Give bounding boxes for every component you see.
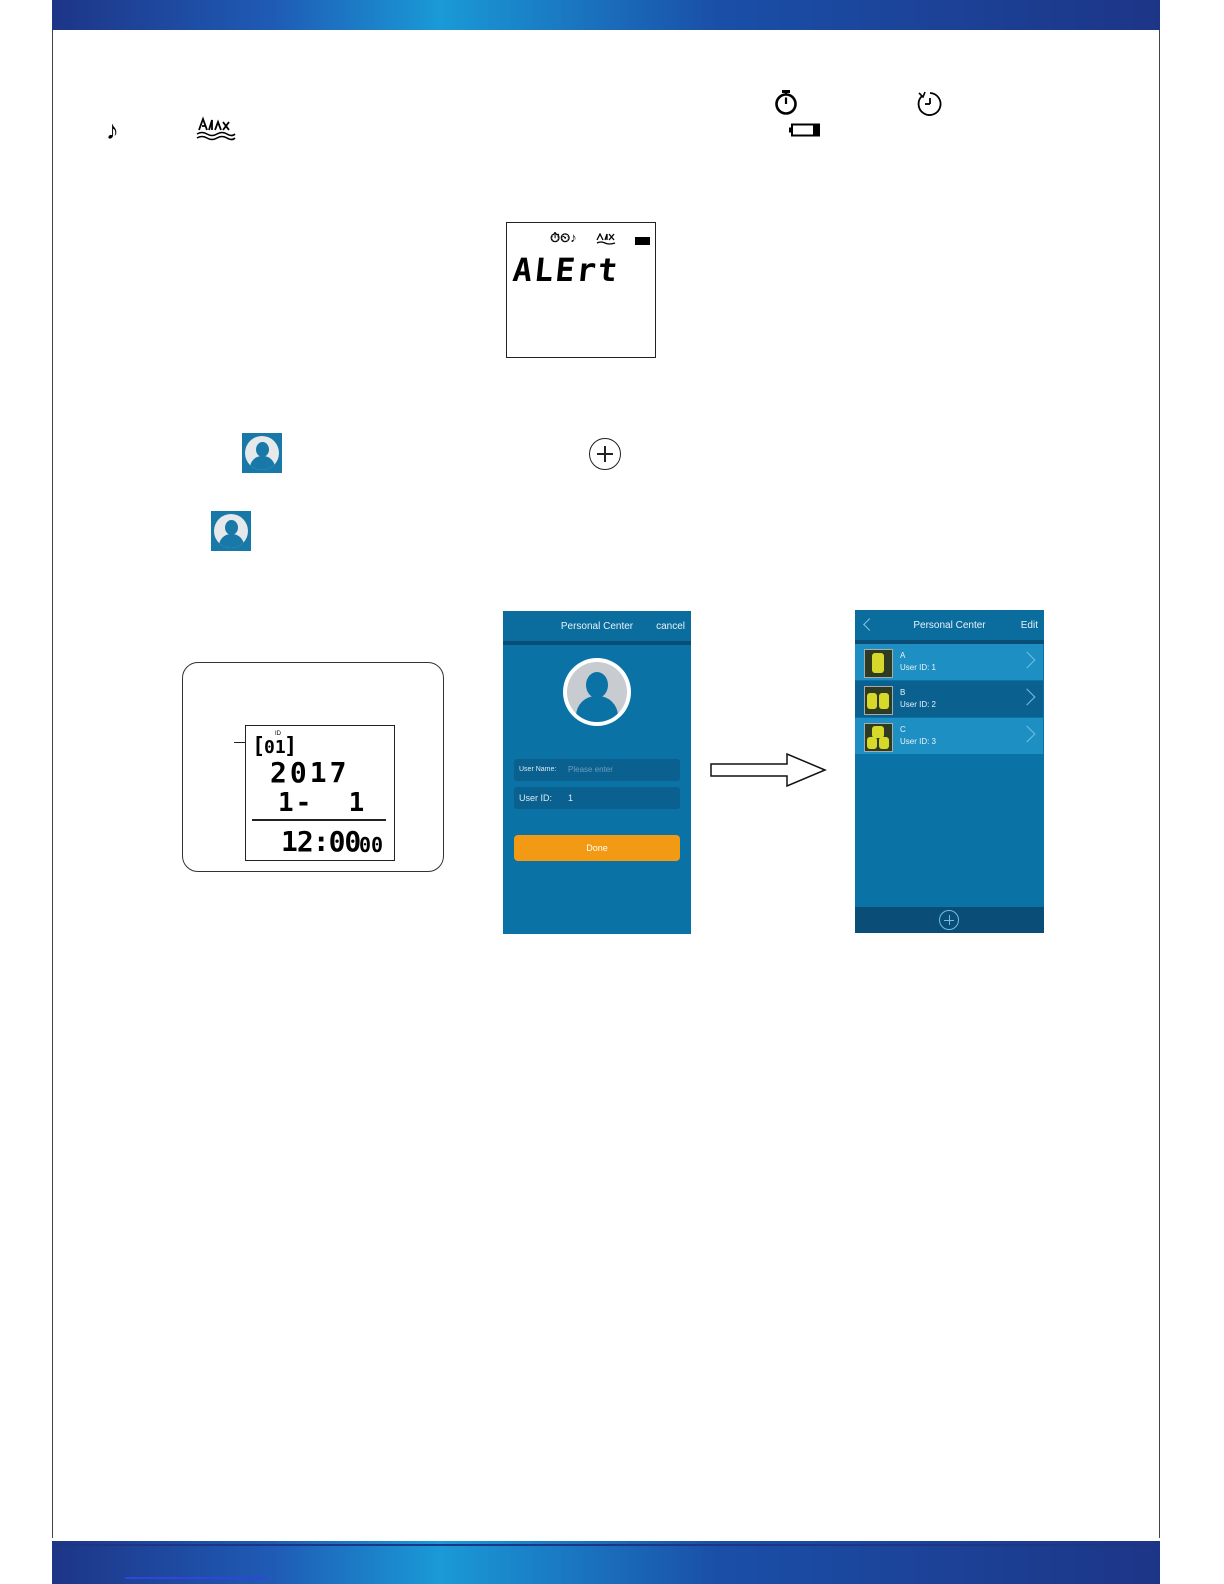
device-thumbnail	[864, 649, 893, 678]
phone-add-user-screen	[503, 611, 691, 934]
vibration-icon	[596, 233, 616, 245]
user-id-text: User ID: 3	[900, 737, 937, 746]
user-id-value: 1	[568, 793, 574, 803]
avatar-icon	[211, 511, 251, 551]
alert-lcd-display	[506, 222, 656, 358]
user-name: B	[900, 688, 906, 697]
year-display: 2017	[270, 756, 350, 789]
time-display: 12:00	[281, 825, 361, 858]
user-list-item[interactable]	[855, 681, 1043, 717]
user-list-item[interactable]	[855, 718, 1043, 754]
phone-footer-bar	[855, 907, 1044, 933]
avatar-icon	[242, 433, 282, 473]
phone-user-list-screen	[855, 610, 1044, 933]
profile-avatar[interactable]	[563, 658, 631, 726]
chevron-right-icon	[1019, 689, 1036, 706]
user-id-field[interactable]	[514, 787, 680, 809]
date-display: 1- 1	[278, 788, 367, 818]
user-name: A	[900, 651, 906, 660]
alert-text: ALErt	[511, 251, 622, 289]
battery-icon	[635, 237, 650, 245]
add-user-button[interactable]	[939, 910, 959, 930]
user-id-text: User ID: 2	[900, 700, 937, 709]
header-title: Personal Center	[560, 621, 634, 632]
done-button[interactable]: Done	[514, 835, 680, 861]
user-name-placeholder: Please enter	[568, 765, 613, 774]
footer-link-underline[interactable]	[125, 1577, 267, 1579]
user-name-label: User Name:	[519, 766, 557, 773]
chevron-right-icon	[1019, 652, 1036, 669]
edit-button[interactable]: Edit	[1020, 620, 1038, 631]
user-name: C	[900, 725, 906, 734]
id-bracket-left: [	[252, 734, 266, 759]
user-id-value: 01	[264, 737, 286, 758]
timer-icon	[916, 90, 944, 118]
device-lcd-display	[245, 725, 395, 861]
user-id-label: User ID:	[519, 793, 553, 803]
id-bracket-right: ]	[284, 734, 298, 759]
chevron-right-icon	[1019, 726, 1036, 743]
stopwatch-icon	[773, 88, 799, 116]
right-arrow-icon	[709, 752, 829, 788]
id-label: ID	[275, 731, 281, 737]
phone-header	[855, 610, 1044, 644]
user-name-field[interactable]	[514, 759, 680, 781]
user-list-item[interactable]	[855, 644, 1043, 680]
device-thumbnail	[864, 686, 893, 715]
vibration-icon	[196, 116, 236, 142]
music-note-icon: ♪	[106, 115, 119, 145]
add-icon	[589, 438, 621, 470]
device-thumbnail	[864, 723, 893, 752]
phone-header	[503, 611, 691, 645]
seconds-display: 00	[359, 833, 384, 857]
lcd-divider	[252, 819, 386, 821]
cancel-button[interactable]: cancel	[656, 621, 685, 632]
low-battery-icon	[789, 123, 821, 137]
header-title: Personal Center	[913, 620, 986, 631]
top-banner	[52, 0, 1160, 30]
lcd-status-icons: ⏱⏲♪	[550, 230, 577, 245]
device-outline	[182, 662, 444, 872]
user-id-text: User ID: 1	[900, 663, 937, 672]
